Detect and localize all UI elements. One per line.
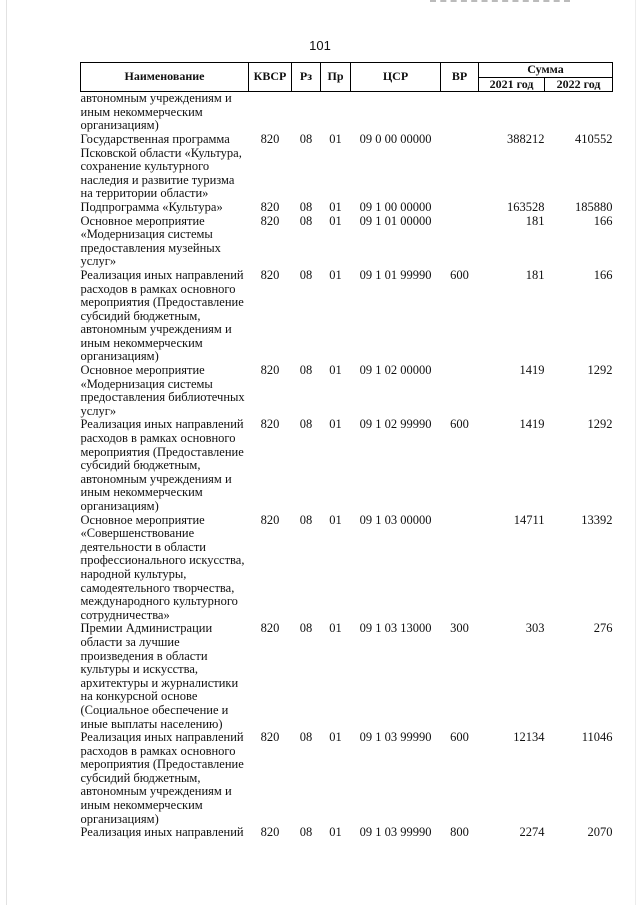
table-row [81,201,613,215]
table-header [81,63,613,92]
cell-name: Государственная программа Псковской области «Культура, сохранение культурного наследия и развитие туризма на территории области» [80,131,242,201]
cell-csr: 09 1 02 99990 [359,417,432,432]
cell-rz: 08 [299,267,313,282]
cell-sum-2022: 276 [593,621,613,636]
cell-pr: 01 [329,825,342,840]
cell-sum-2022: 13392 [581,512,613,527]
table-row [81,826,613,840]
cell-pr: 01 [329,621,342,636]
cell-name: Основное мероприятие «Модернизация системы предоставления музейных услуг» [80,213,221,269]
table-row [81,92,613,133]
cell-kvsr: 820 [260,730,280,745]
cell-pr: 01 [329,512,342,527]
table-row [81,731,613,826]
cell-rz: 08 [299,825,313,840]
cell-sum-2022: 410552 [575,131,613,146]
cell-kvsr: 820 [260,825,280,840]
cell-kvsr: 820 [260,199,280,214]
cell-sum-2021: 12134 [513,730,545,745]
cell-sum-2022 [545,92,613,133]
cell-kvsr: 820 [260,512,280,527]
cell-name: Реализация иных направлений расходов в рамках основного мероприятия (Предоставление субсидий бюджетным, автономным учреждениям и иным некоммерческим организациям) [80,417,244,513]
cell-sum-2021: 14711 [513,512,545,527]
cell-kvsr: 820 [260,267,280,282]
cell-rz: 08 [299,417,313,432]
table-row [81,418,613,513]
cell-pr: 01 [329,213,342,228]
scan-edge-left [6,0,7,905]
cell-pr: 01 [329,417,342,432]
cell-kvsr: 820 [260,131,280,146]
cell-name: Премии Администрации области за лучшие произведения в области культуры и искусства, архитектуры и журналистики на конкурсной основе (Социальное обеспечение и иные выплаты населению) [80,621,239,731]
cell-sum-2021: 1419 [519,417,545,432]
header-csr: ЦСР [351,63,441,92]
table-row [81,133,613,201]
cell-pr: 01 [329,199,342,214]
cell-rz: 08 [299,512,313,527]
cell-vr: 600 [450,730,469,745]
cell-pr: 01 [329,131,342,146]
cell-csr: 09 1 01 99990 [359,267,432,282]
cell-csr: 09 1 03 00000 [359,512,432,527]
header-year-2022: 2022 год [545,77,613,92]
table-row [81,215,613,269]
table-body [81,92,613,840]
cell-vr [441,364,479,418]
cell-sum-2021: 388212 [507,131,545,146]
cell-rz: 08 [299,199,313,214]
cell-name: Подпрограмма «Культура» [80,199,223,214]
header-pr: Пр [321,63,351,92]
cell-rz: 08 [299,730,313,745]
cell-vr: 600 [450,267,469,282]
table-row [81,364,613,418]
cell-kvsr: 820 [260,213,280,228]
cell-vr [441,201,479,215]
header-year-2021: 2021 год [479,77,545,92]
cell-sum-2021 [479,92,545,133]
cell-csr: 09 1 02 00000 [359,363,432,378]
cell-kvsr: 820 [260,621,280,636]
table-row [81,514,613,623]
cell-pr: 01 [329,730,342,745]
table-row [81,269,613,364]
cell-csr: 09 0 00 00000 [359,131,432,146]
cell-csr: 09 1 00 00000 [359,199,432,214]
cell-csr: 09 1 03 99990 [359,730,432,745]
cell-csr: 09 1 03 13000 [359,621,432,636]
cell-vr: 600 [450,417,469,432]
cell-sum-2022: 166 [593,213,613,228]
cell-rz: 08 [299,363,313,378]
cell-vr: 300 [450,621,469,636]
table-row [81,622,613,731]
cell-kvsr: 820 [260,363,280,378]
cell-sum-2021: 163528 [507,199,545,214]
cell-sum-2021: 1419 [519,363,545,378]
cell-name: Реализация иных направлений расходов в рамках основного мероприятия (Предоставление субсидий бюджетным, автономным учреждениям и иным некоммерческим организациям) [80,267,244,364]
cell-vr [441,133,479,201]
cell-vr [441,215,479,269]
cell-kvsr [249,92,292,133]
cell-name: Основное мероприятие «Модернизация системы предоставления библиотечных услуг» [80,363,245,418]
cell-sum-2022: 2070 [587,825,613,840]
cell-rz: 08 [299,131,313,146]
cell-rz: 08 [299,213,313,228]
cell-name: Реализация иных направлений расходов в рамках основного мероприятия (Предоставление субсидий бюджетным, автономным учреждениям и иным некоммерческим организациям) [80,730,244,826]
cell-name: автономным учреждениям и иным некоммерческим организациям) [80,91,232,133]
cell-vr: 800 [450,825,469,840]
cell-sum-2022: 1292 [587,417,613,432]
cell-sum-2021: 181 [525,213,545,228]
cell-name: Основное мероприятие «Совершенствование деятельности в области профессионального искусства, народной культуры, самодеятельного творчества, международного культурного сотрудничества» [80,512,245,622]
header-vr: ВР [441,63,479,92]
cell-csr: 09 1 01 00000 [359,213,432,228]
cell-rz [292,92,321,133]
header-rz: Рз [292,63,321,92]
cell-pr [321,92,351,133]
budget-table [80,62,613,840]
cell-rz: 08 [299,621,313,636]
cell-sum-2022: 11046 [581,730,613,745]
header-sum: Сумма [479,63,613,78]
page-number: 101 [309,38,331,53]
scan-edge-right [635,0,636,905]
cell-sum-2021: 2274 [519,825,545,840]
scan-top-mark [430,0,570,6]
cell-sum-2021: 303 [525,621,545,636]
cell-csr [351,92,441,133]
cell-vr [441,514,479,623]
cell-pr: 01 [329,363,342,378]
header-name: Наименование [81,63,249,92]
cell-kvsr: 820 [260,417,280,432]
cell-sum-2021: 181 [525,267,545,282]
header-kvsr: КВСР [249,63,292,92]
cell-sum-2022: 166 [593,267,613,282]
cell-csr: 09 1 03 99990 [359,825,432,840]
cell-vr [441,92,479,133]
cell-name: Реализация иных направлений [80,825,244,840]
cell-sum-2022: 185880 [575,199,613,214]
cell-sum-2022: 1292 [587,363,613,378]
cell-pr: 01 [329,267,342,282]
